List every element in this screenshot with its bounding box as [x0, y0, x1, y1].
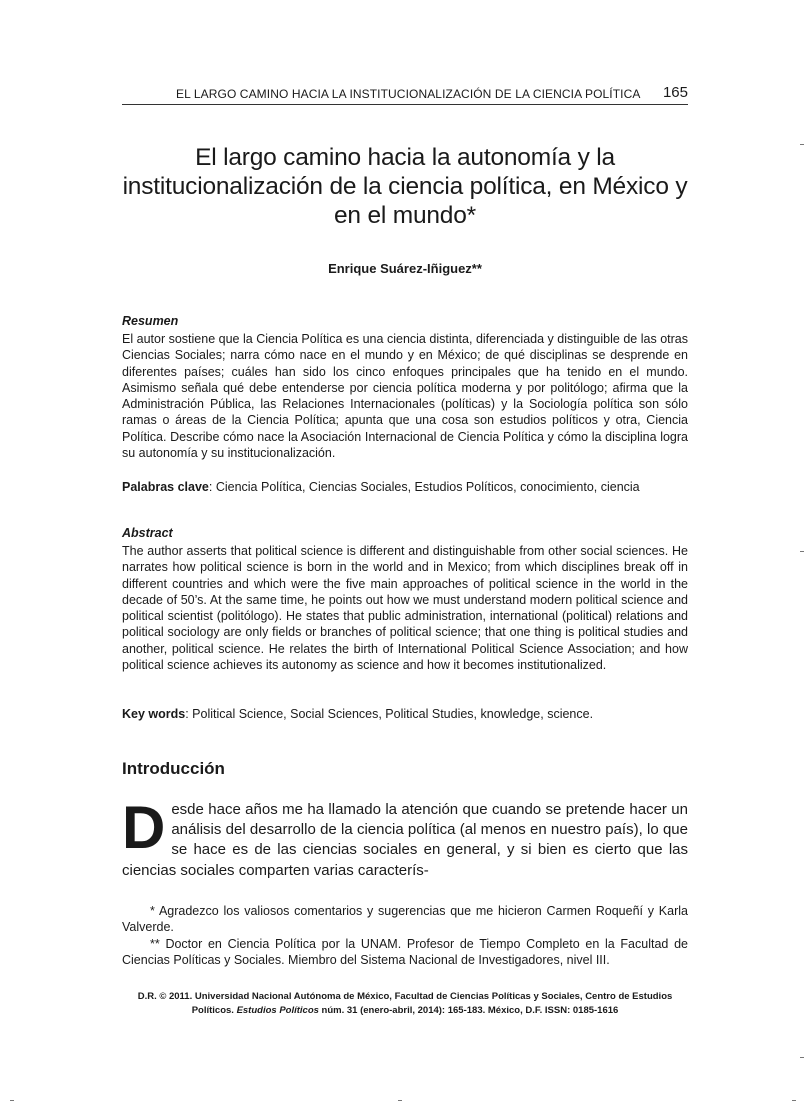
crop-mark: [398, 1100, 402, 1101]
key-words-label: Key words: [122, 707, 186, 721]
drop-cap: D: [122, 794, 166, 861]
introduccion-body: esde hace años me ha llamado la atención que cuando se pretende hacer un análisis del desarrollo de la ciencia política (al menos en nuestro país), lo que se hace es de las ciencias sociales en general, y si bien es cierto que las ciencias sociales comparten varias caracterís-: [122, 801, 688, 879]
article-title: El largo camino hacia la autonomía y la institucionalización de la ciencia política, en México y en el mundo*: [122, 144, 688, 229]
abstract-label: Abstract: [122, 526, 173, 540]
crop-mark: [800, 551, 804, 552]
copyright-notice: [122, 990, 688, 1017]
footnotes: [122, 903, 688, 968]
copyright-journal: Estudios Políticos: [236, 1004, 319, 1016]
palabras-clave: [122, 479, 688, 495]
page-number: 165: [662, 84, 688, 101]
key-words-text: : Political Science, Social Sciences, Political Studies, knowledge, science.: [185, 707, 594, 721]
abstract-text: The author asserts that political science is different and distinguishable from other social sciences. He narrates how political science is born in the world and in Mexico; from which disciplines break off in different countries and which were the five main approaches of political science in the world in the decade of 50’s. At the same time, he points out how we must understand modern political science and political scientist (politólogo). He states that public administration, international (political) relations and political sociology are only fields or branches of political science; that one thing is political studies and another, political science. He relates the birth of International Political Science Association; and how political science achieves its autonomy as science and how it becomes institutionalized.: [122, 544, 688, 673]
running-header: [122, 84, 688, 105]
copyright-suffix: núm. 31 (enero-abril, 2014): 165-183. México, D.F. ISSN: 0185-1616: [318, 1004, 619, 1016]
crop-mark: [792, 1100, 796, 1101]
palabras-clave-label: Palabras clave: [122, 480, 209, 494]
resumen-text: El autor sostiene que la Ciencia Política es una ciencia distinta, diferenciada y distinguible de las otras Ciencias Sociales; narra cómo nace en el mundo y en México; de qué disciplinas se desprende en diferentes países; cuáles han sido los cinco enfoques principales que ha tenido en el mundo. Asimismo señala qué debe entenderse por ciencia política moderna y por politólogo; afirma que la Administración Pública, las Relaciones Internacionales (políticas) y la Sociología política son sólo ramas o áreas de la Ciencia Política; apunta que una cosa son estudios políticos y otra, Ciencia Política. Describe cómo nace la Asociación Internacional de Ciencia Política y cómo la disciplina logra su autonomía y su institucionalización.: [122, 332, 688, 461]
footnote-1: * Agradezco los valiosos comentarios y sugerencias que me hicieron Carmen Roqueñí y Karla Valverde.: [122, 904, 688, 935]
introduccion-text: [122, 794, 688, 881]
resumen-label: Resumen: [122, 314, 179, 328]
crop-mark: [800, 144, 804, 145]
footnote-2: ** Doctor en Ciencia Política por la UNAM. Profesor de Tiempo Completo en la Facultad de Ciencias Políticas y Sociales. Miembro del Sistema Nacional de Investigadores, nivel III.: [122, 936, 688, 967]
article-author: Enrique Suárez-Iñiguez**: [328, 261, 482, 276]
key-words: [122, 706, 688, 722]
palabras-clave-text: : Ciencia Política, Ciencias Sociales, Estudios Políticos, conocimiento, ciencia: [208, 480, 640, 494]
introduccion-heading: Introducción: [122, 759, 225, 778]
crop-mark: [800, 1057, 804, 1058]
running-title: EL LARGO CAMINO HACIA LA INSTITUCIONALIZACIÓN DE LA CIENCIA POLÍTICA: [176, 87, 641, 101]
crop-mark: [10, 1100, 14, 1101]
copyright-prefix: D.R. © 2011. Universidad Nacional Autónoma de México, Facultad de Ciencias Políticas y Sociales, Centro de Estudios Políticos.: [137, 991, 673, 1016]
